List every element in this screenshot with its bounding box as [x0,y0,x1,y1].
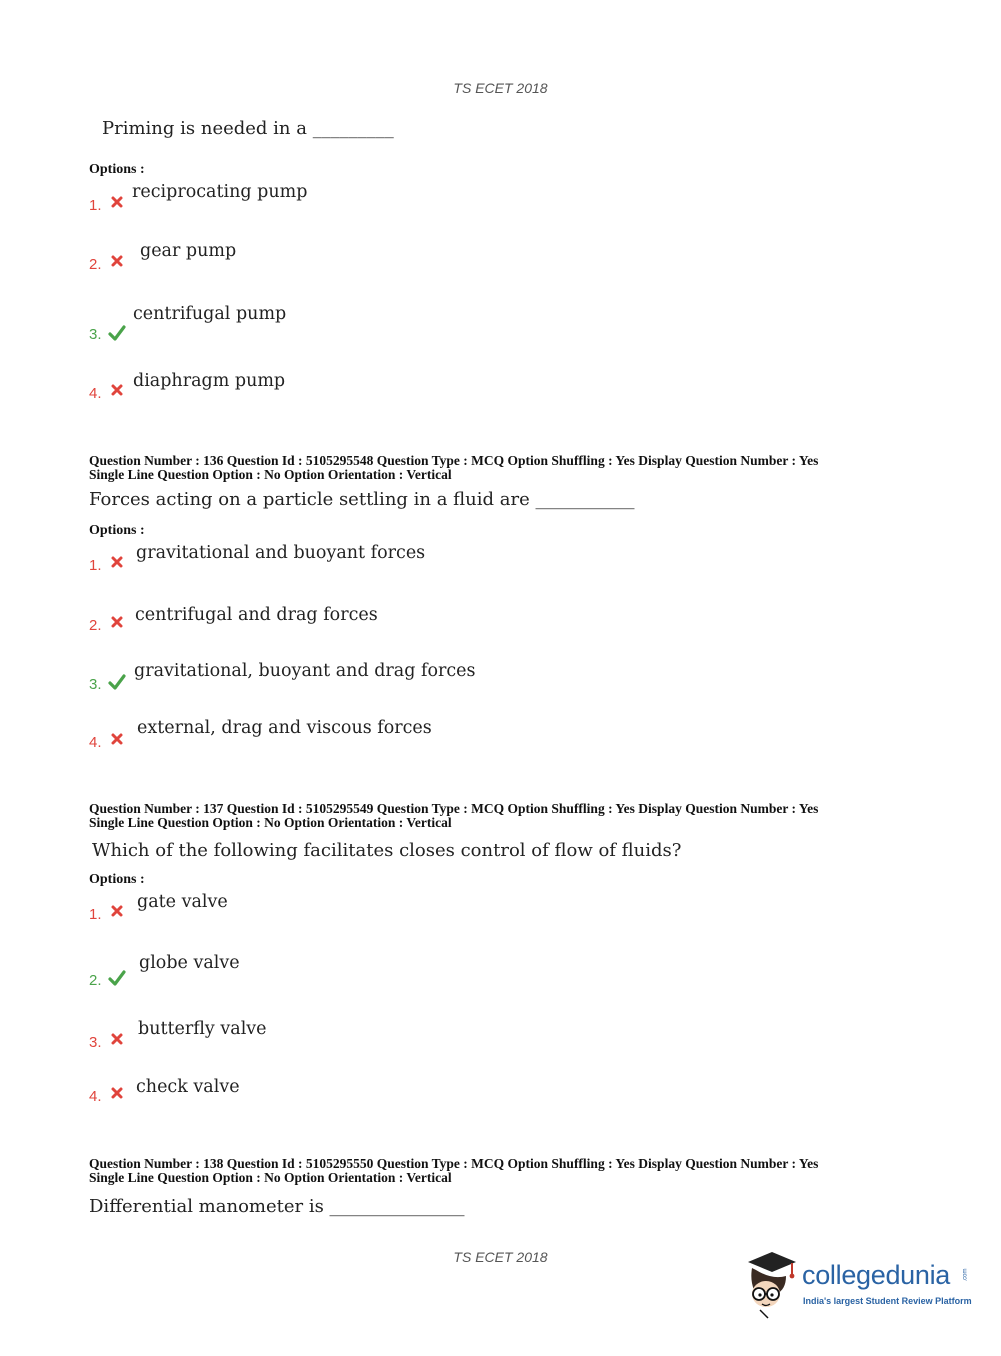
option-text: centrifugal and drag forces [135,605,378,625]
question-meta-line: Question Number : 137 Question Id : 5105295549 Question Type : MCQ Option Shuffling : Yes Display Question Number : Yes [89,801,819,816]
cross-icon [110,904,124,918]
option-text: gate valve [137,892,228,912]
option-number: 3. [89,676,102,693]
option-number: 2. [89,617,102,634]
option-number: 4. [89,385,102,402]
option-text: gear pump [140,241,237,261]
cross-icon [110,383,124,397]
option-number: 1. [89,557,102,574]
question-meta-line: Question Number : 136 Question Id : 5105295548 Question Type : MCQ Option Shuffling : Yes Display Question Number : Yes [89,453,819,468]
question-meta-line: Single Line Question Option : No Option Orientation : Vertical [89,815,452,830]
question-meta [89,454,818,482]
option-number: 3. [89,326,102,343]
option-number: 2. [89,256,102,273]
logo-wordmark: collegedunia [802,1260,951,1290]
option-number: 4. [89,734,102,751]
option-text: check valve [136,1077,240,1097]
cross-icon [110,1032,124,1046]
option-number: 1. [89,197,102,214]
question-text: Priming is needed in a _________ [102,118,394,139]
logo-tagline: India's largest Student Review Platform [803,1296,972,1306]
logo-dotcom: .com [962,1268,969,1282]
check-icon [108,674,126,690]
cross-icon [110,195,124,209]
check-icon [108,325,126,341]
options-label: Options : [89,872,145,887]
cross-icon [110,732,124,746]
check-icon [108,970,126,986]
option-number: 4. [89,1088,102,1105]
question-text: Differential manometer is _______________ [89,1196,465,1217]
options-label: Options : [89,162,145,177]
option-number: 3. [89,1034,102,1051]
cross-icon [110,555,124,569]
mascot-icon [742,1250,802,1320]
question-text: Forces acting on a particle settling in a fluid are ___________ [89,489,635,510]
options-label: Options : [89,523,145,538]
question-meta [89,802,818,830]
option-text: diaphragm pump [133,371,286,391]
question-meta-line: Question Number : 138 Question Id : 5105295550 Question Type : MCQ Option Shuffling : Yes Display Question Number : Yes [89,1156,819,1171]
option-text: gravitational, buoyant and drag forces [134,661,476,681]
option-text: globe valve [139,953,240,973]
option-text: gravitational and buoyant forces [136,543,426,563]
question-meta [89,1157,818,1185]
question-meta-line: Single Line Question Option : No Option Orientation : Vertical [89,467,452,482]
question-meta-line: Single Line Question Option : No Option Orientation : Vertical [89,1170,452,1185]
option-number: 1. [89,906,102,923]
option-text: external, drag and viscous forces [137,718,432,738]
cross-icon [110,254,124,268]
collegedunia-logo[interactable] [742,1250,972,1320]
option-number: 2. [89,972,102,989]
page-footer: TS ECET 2018 [453,1249,548,1265]
option-text: butterfly valve [138,1019,267,1039]
question-text: Which of the following facilitates closes control of flow of fluids? [92,840,682,861]
option-text: reciprocating pump [132,182,308,202]
cross-icon [110,1086,124,1100]
cross-icon [110,615,124,629]
page-header: TS ECET 2018 [453,80,548,96]
option-text: centrifugal pump [133,304,287,324]
